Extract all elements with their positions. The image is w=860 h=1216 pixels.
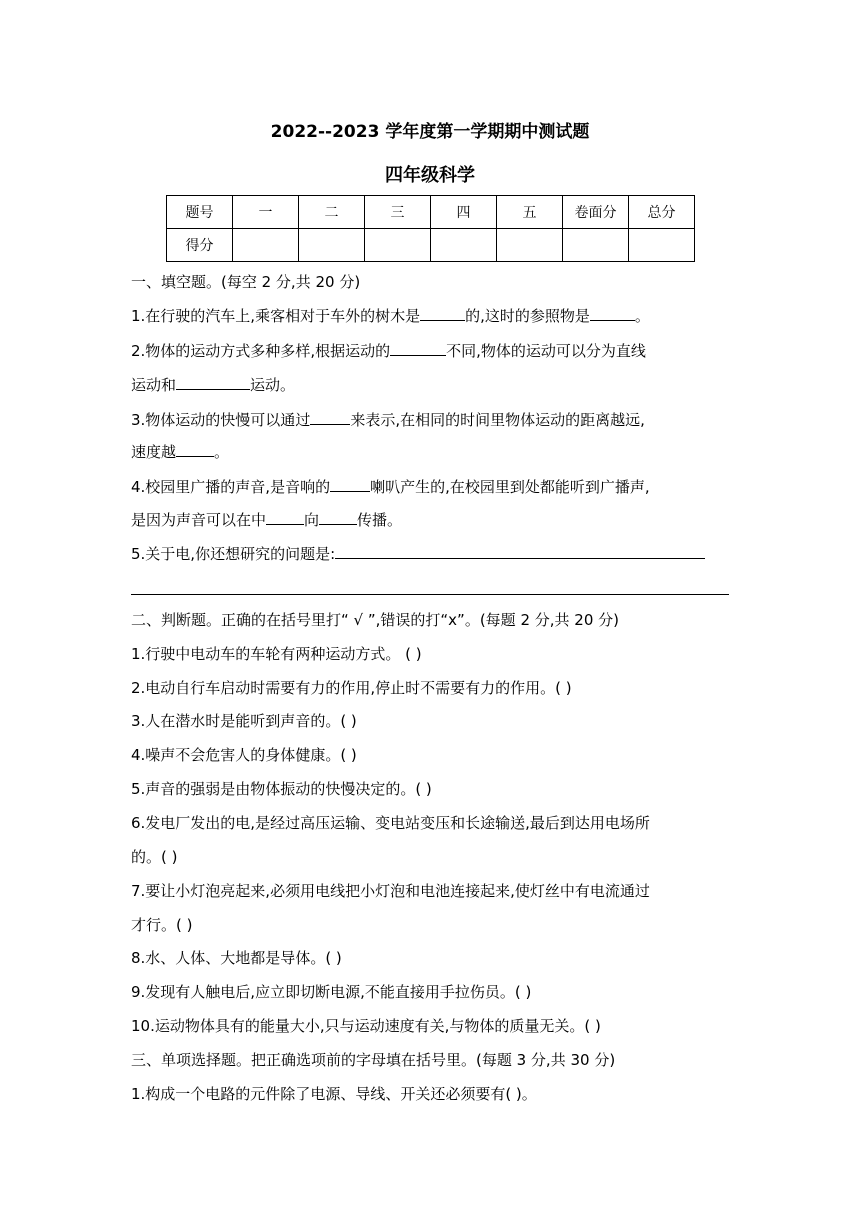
score-table-header-cell: 二 xyxy=(299,196,365,229)
question-text: 1.在行驶的汽车上,乘客相对于车外的树木是 xyxy=(131,307,421,325)
answer-blank[interactable] xyxy=(390,340,446,356)
judge-item: 4.噪声不会危害人的身体健康。( ) xyxy=(131,746,357,764)
judge-item: 6.发电厂发出的电,是经过高压运输、变电站变压和长途输送,最后到达用电场所 xyxy=(131,814,650,832)
answer-blank[interactable] xyxy=(310,409,350,425)
exam-title: 2022--2023 学年度第一学期期中测试题 xyxy=(270,122,590,142)
question-text: 4.校园里广播的声音,是音响的 xyxy=(131,478,331,496)
fill-question-2-cont xyxy=(131,374,295,395)
question-text: 。 xyxy=(214,443,230,461)
judge-item: 8.水、人体、大地都是导体。( ) xyxy=(131,949,342,967)
question-text: 速度越 xyxy=(131,443,177,461)
score-table-header-row xyxy=(167,196,695,229)
section-2-heading: 二、判断题。正确的在括号里打“ √ ”,错误的打“x”。(每题 2 分,共 20 分) xyxy=(131,611,620,629)
answer-blank[interactable] xyxy=(330,476,370,492)
answer-blank[interactable] xyxy=(176,441,214,457)
score-row-label: 得分 xyxy=(167,229,233,262)
question-text: 是因为声音可以在中 xyxy=(131,511,267,529)
question-text: 喇叭产生的,在校园里到处都能听到广播声, xyxy=(370,478,650,496)
score-cell[interactable] xyxy=(497,229,563,262)
question-text: 传播。 xyxy=(357,511,403,529)
score-table-header-cell: 四 xyxy=(431,196,497,229)
fill-question-2 xyxy=(131,340,646,361)
score-cell[interactable] xyxy=(299,229,365,262)
question-text: 不同,物体的运动可以分为直线 xyxy=(446,342,646,360)
answer-blank[interactable] xyxy=(420,305,465,321)
score-table-header-cell: 卷面分 xyxy=(563,196,629,229)
score-table-header-cell: 五 xyxy=(497,196,563,229)
answer-blank[interactable] xyxy=(266,509,304,525)
judge-item: 3.人在潜水时是能听到声音的。( ) xyxy=(131,712,357,730)
score-cell[interactable] xyxy=(629,229,695,262)
score-table-header-cell: 题号 xyxy=(167,196,233,229)
question-text: 2.物体的运动方式多种多样,根据运动的 xyxy=(131,342,391,360)
score-table-header-cell: 总分 xyxy=(629,196,695,229)
fill-question-4-cont xyxy=(131,509,402,530)
judge-item: 7.要让小灯泡亮起来,必须用电线把小灯泡和电池连接起来,使灯丝中有电流通过 xyxy=(131,882,650,900)
judge-item: 10.运动物体具有的能量大小,只与运动速度有关,与物体的质量无关。( ) xyxy=(131,1017,601,1035)
exam-subtitle: 四年级科学 xyxy=(385,165,475,186)
score-cell[interactable] xyxy=(431,229,497,262)
section-1-heading: 一、填空题。(每空 2 分,共 20 分) xyxy=(131,273,361,291)
judge-item: 9.发现有人触电后,应立即切断电源,不能直接用手拉伤员。( ) xyxy=(131,983,532,1001)
answer-blank[interactable] xyxy=(176,374,250,390)
score-table xyxy=(166,195,695,262)
score-table-header-cell: 三 xyxy=(365,196,431,229)
question-text: 运动和 xyxy=(131,376,177,394)
question-text: 5.关于电,你还想研究的问题是: xyxy=(131,545,336,563)
question-text: 3.物体运动的快慢可以通过 xyxy=(131,411,311,429)
fill-question-1 xyxy=(131,305,650,326)
judge-item-cont: 才行。( ) xyxy=(131,916,193,934)
judge-item: 2.电动自行车启动时需要有力的作用,停止时不需要有力的作用。( ) xyxy=(131,679,572,697)
question-text: 。 xyxy=(634,307,650,325)
fill-question-3 xyxy=(131,409,645,430)
answer-blank[interactable] xyxy=(590,305,635,321)
fill-question-4 xyxy=(131,476,650,497)
fill-question-3-cont xyxy=(131,441,229,462)
fill-question-5 xyxy=(131,543,705,564)
answer-blank[interactable] xyxy=(335,543,705,559)
score-cell[interactable] xyxy=(365,229,431,262)
score-table-score-row xyxy=(167,229,695,262)
score-cell[interactable] xyxy=(563,229,629,262)
choice-question: 1.构成一个电路的元件除了电源、导线、开关还必须要有( )。 xyxy=(131,1085,537,1103)
question-text: 运动。 xyxy=(250,376,296,394)
judge-item: 1.行驶中电动车的车轮有两种运动方式。 ( ) xyxy=(131,645,422,663)
score-table-header-cell: 一 xyxy=(233,196,299,229)
section-3-heading: 三、单项选择题。把正确选项前的字母填在括号里。(每题 3 分,共 30 分) xyxy=(131,1051,616,1069)
question-text: 的,这时的参照物是 xyxy=(465,307,590,325)
judge-item-cont: 的。( ) xyxy=(131,848,178,866)
score-cell[interactable] xyxy=(233,229,299,262)
judge-item: 5.声音的强弱是由物体振动的快慢决定的。( ) xyxy=(131,780,432,798)
question-text: 向 xyxy=(304,511,320,529)
question-text: 来表示,在相同的时间里物体运动的距离越远, xyxy=(350,411,645,429)
answer-blank[interactable] xyxy=(319,509,357,525)
answer-line[interactable] xyxy=(131,594,729,595)
